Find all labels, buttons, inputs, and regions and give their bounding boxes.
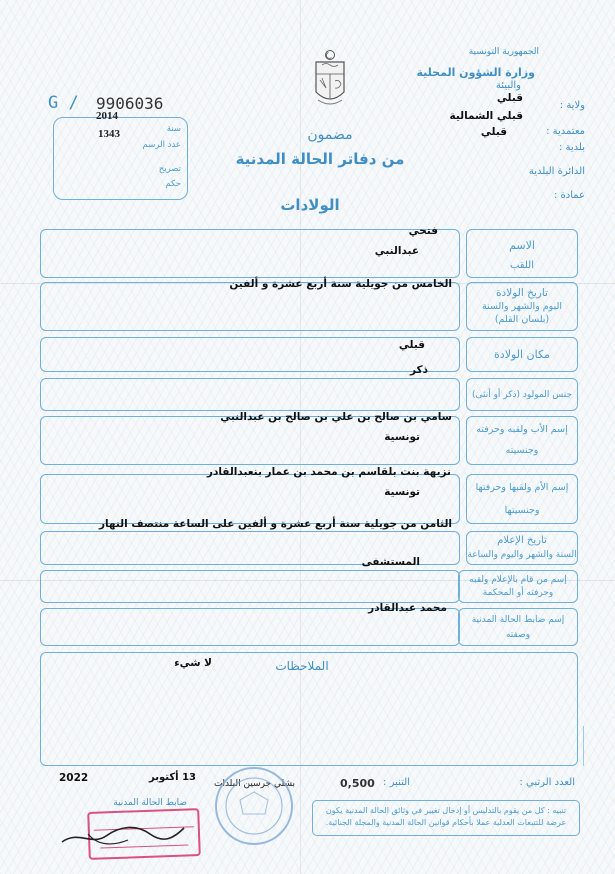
wilaya-label: ولاية : — [559, 100, 585, 111]
name-label: الاسم — [509, 239, 535, 252]
register-decl-label: تصريح — [158, 164, 181, 174]
title-line1: مضمون — [307, 127, 353, 143]
register-year-label: سنة — [166, 124, 181, 134]
father-nationality-value: تونسية — [384, 431, 420, 443]
signature — [58, 816, 188, 856]
birthdate-value: الخامس من جويلية سنة أربع عشرة و ألفين — [229, 278, 452, 290]
republic-label: الجمهورية التونسية — [468, 47, 539, 57]
footer-year: 2022 — [59, 772, 89, 784]
declarant-value-box — [40, 570, 460, 603]
birthplace-value-box — [40, 337, 460, 372]
first-name-value: فتحي — [408, 225, 438, 237]
birthplace-label-box — [466, 337, 578, 372]
declaration-date-label-box — [466, 531, 578, 565]
register-box — [53, 110, 188, 200]
wilaya-value: قبلي — [496, 92, 523, 104]
sex-label: جنس المولود (ذكر أو أنثى) — [471, 390, 573, 400]
father-label2: وجنسيته — [505, 445, 539, 456]
surname-label: اللقب — [509, 260, 534, 271]
baladiya-value: قبلي — [480, 126, 507, 138]
tunisia-emblem-icon — [308, 48, 352, 112]
dairah-label: الدائرة البلدية — [528, 166, 585, 177]
serial-number: 9906036 — [96, 94, 164, 113]
register-judgment-label: حكم — [165, 179, 181, 189]
footer-fee-label: التنبر : — [383, 777, 410, 788]
title-line3: الولادات — [280, 196, 340, 214]
footer-serial-label: العدد الرتبي : — [519, 777, 575, 788]
officer-label2: وصفته — [505, 630, 531, 640]
sex-value: ذكر — [409, 364, 428, 376]
mutamadiya-value: قبلي الشمالية — [449, 110, 523, 122]
name-label-box — [466, 229, 578, 278]
officer-label-box — [458, 608, 578, 646]
notice-text: تنبيه : كل من يقوم بالتدليس أو إدخال تغيير في وثائق الحالة المدنية يكون عرضة للتتبعات العدلية عملا بأحكام قوانين الحالة المدنية والمجلة الجنائية. — [325, 806, 567, 827]
surname-value: عبدالنبي — [374, 245, 419, 257]
birthplace-value: قبلي — [398, 339, 425, 351]
mother-label-box — [466, 474, 578, 524]
father-label: إسم الأب ولقبه وحرفته — [476, 424, 568, 435]
footer-officer-label: ضابط الحالة المدنية — [113, 798, 187, 808]
birthplace-label: مكان الولادة — [494, 348, 550, 361]
birthdate-label-box — [466, 282, 578, 331]
footer-day-month: 13 أكتوبر — [149, 772, 196, 783]
footer-fee-value: 0,500 — [340, 777, 375, 790]
mother-value-box — [40, 474, 460, 524]
remarks-label: الملاحظات — [275, 659, 329, 673]
mother-name-value: نزيهة بنت بلقاسم بن محمد بن عمار بنعبدالقادر — [206, 466, 451, 478]
ministry-sub-label: والبيئة — [495, 80, 521, 91]
notice-box — [312, 800, 580, 836]
father-name-value: سامي بن صالح بن علي بن صالح بن عبدالنبي — [220, 411, 452, 423]
declaration-date-label2: السنة والشهر واليوم والساعة — [467, 550, 577, 560]
mother-label: إسم الأم ولقبها وحرفتها — [475, 482, 569, 493]
register-number-value: 1343 — [98, 128, 120, 140]
register-year-value: 2014 — [96, 110, 118, 122]
sex-label-box — [466, 378, 578, 411]
footer-place: بشلي جرسين البلدات — [213, 779, 295, 789]
birthdate-label2: اليوم والشهر والسنة — [481, 301, 562, 312]
title-line2: من دفاتر الحالة المدنية — [235, 150, 405, 168]
birthdate-label: تاريخ الولادة — [496, 287, 548, 299]
side-margin-line — [583, 726, 596, 766]
mother-nationality-value: تونسية — [384, 486, 420, 498]
mutamadiya-label: معتمدية : — [546, 126, 585, 137]
declarant-label: إسم من قام بالإعلام ولقبه — [469, 575, 567, 585]
register-number-label: عدد الرسم — [142, 140, 181, 150]
sex-value-box — [40, 378, 460, 411]
officer-label: إسم ضابط الحالة المدنية — [471, 615, 565, 625]
mother-label2: وجنسيتها — [504, 505, 540, 516]
declaration-date-label: تاريخ الإعلام — [497, 535, 547, 546]
municipal-seal-stamp — [212, 764, 296, 848]
father-label-box — [466, 416, 578, 465]
birthdate-label3: (بلسان القلم) — [494, 314, 550, 325]
baladiya-label: بلدية : — [558, 142, 585, 153]
declaration-date-value: الثامن من جويلية سنة أربع عشرة و ألفين على الساعة منتصف النهار — [98, 518, 452, 530]
ministry-label: وزارة الشؤون المحلية — [416, 66, 535, 79]
officer-name-value: محمد عبدالقادر — [368, 602, 447, 614]
declarant-label-box — [458, 570, 578, 603]
remarks-value: لا شيء — [174, 657, 212, 669]
declarant-value: المستشفى — [361, 556, 420, 568]
imada-label: عمادة : — [553, 190, 585, 201]
declarant-label2: وحرفته أو المحكمة — [482, 588, 554, 598]
serial-prefix: G / — [48, 93, 79, 113]
